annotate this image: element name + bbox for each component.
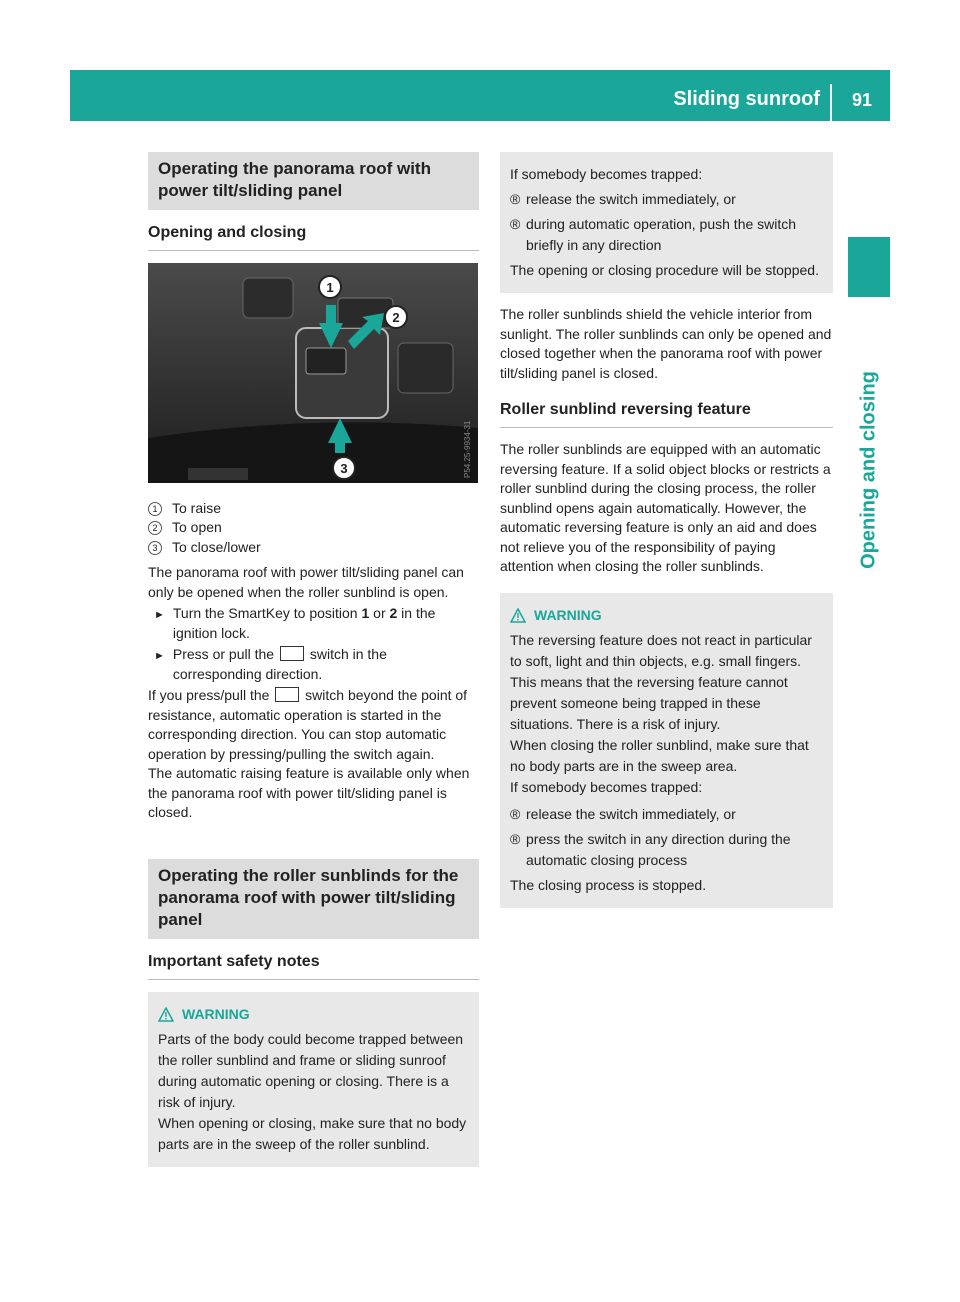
body-paragraph: The panorama roof with power tilt/sliding panel can only be opened when the roller sunblind is open.: [148, 564, 464, 600]
callout-text: To raise: [172, 499, 222, 516]
box-intro: If somebody becomes trapped:: [510, 166, 703, 182]
body-paragraph: The roller sunblinds are equipped with an automatic reversing feature. If a solid object blocks or restricts a roller sunblind during the closing process, the roller sunblind opens again automatically. However, the automatic reversing feature is only an aid and does not relieve you of the responsibility of paying attention when closing the roller sunblinds.: [500, 441, 831, 574]
section-title: Operating the roller sunblinds for the panorama roof with power tilt/sliding panel: [148, 859, 479, 939]
callout-number: 1: [148, 502, 162, 516]
callout-2-marker: 2: [392, 310, 400, 325]
subsection-title: Roller sunblind reversing feature: [500, 399, 833, 428]
warning-heading: [158, 1004, 469, 1025]
roof-switch-icon: [275, 687, 299, 702]
image-code: P54.25-9934-31: [463, 420, 472, 478]
callout-item: [148, 538, 479, 558]
instruction-step: ► Press or pull the switch in the corresponding direction.: [154, 645, 479, 684]
body-paragraph: If you press/pull the switch beyond the point of resistance, automatic operation is started in the corresponding direction. You can stop automatic operation by pressing/pulling the switch again.: [148, 687, 468, 762]
warning-label: WARNING: [182, 1005, 250, 1022]
callout-3-marker: 3: [340, 461, 348, 476]
warning-heading: [510, 605, 823, 626]
header-title: Sliding sunroof: [673, 88, 820, 110]
body-paragraph: The roller sunblinds shield the vehicle interior from sunlight. The roller sunblinds can only be opened and closed together when the panorama roof with power tilt/sliding panel is closed.: [500, 306, 832, 381]
callout-item: [148, 499, 479, 519]
bullet-marker: ®: [510, 805, 521, 822]
info-box: [500, 152, 833, 293]
callout-number: 2: [148, 521, 162, 535]
callout-1-marker: 1: [326, 280, 334, 295]
chapter-label: Opening and closing: [857, 371, 880, 569]
roof-switch-icon: [280, 646, 304, 661]
warning-box: [500, 593, 833, 908]
callout-text: To open: [172, 519, 222, 535]
box-outro: The opening or closing procedure will be stopped.: [510, 262, 819, 278]
warning-text: The reversing feature does not react in particular to soft, light and thin objects, e.g. small fingers. This means that the reversing feature cannot prevent someone being trapped in these situations. There is a risk of injury.: [510, 631, 812, 732]
instruction-step: ► Turn the SmartKey to position 1 or 2 in the ignition lock.: [154, 604, 479, 643]
warning-triangle-icon: [510, 608, 526, 623]
bullet-item: ® release the switch immediately, or: [510, 189, 823, 210]
bullet-item: ® release the switch immediately, or: [510, 804, 823, 825]
right-column: [500, 152, 833, 908]
page-header: [70, 70, 890, 121]
warning-text: When closing the roller sunblind, make sure that no body parts are in the sweep area.: [510, 736, 809, 774]
callout-item: [148, 518, 479, 538]
warning-text: When opening or closing, make sure that no body parts are in the sweep of the roller sunblind.: [158, 1114, 467, 1152]
warning-text: If somebody becomes trapped:: [510, 778, 703, 795]
callout-list: [148, 499, 479, 558]
chapter-tab: [848, 237, 890, 297]
subsection-title: Opening and closing: [148, 222, 479, 251]
bullet-marker: ®: [510, 191, 521, 207]
subsection-title: Important safety notes: [148, 951, 479, 980]
bullet-item: ® during automatic operation, push the switch briefly in any direction: [510, 214, 823, 256]
left-column: [148, 152, 479, 1167]
bullet-marker: ®: [510, 830, 521, 847]
warning-text: Parts of the body could become trapped between the roller sunblind and frame or sliding sunroof during automatic opening or closing. There is a risk of injury.: [158, 1030, 464, 1110]
bullet-item: ® press the switch in any direction during the automatic closing process: [510, 829, 823, 871]
warning-triangle-icon: [158, 1007, 174, 1022]
callout-number: 3: [148, 541, 162, 555]
roof-switch-photo: [148, 263, 478, 483]
warning-box: [148, 992, 479, 1167]
bullet-marker: ®: [510, 216, 521, 232]
step-arrow-icon: ►: [154, 609, 165, 621]
step-arrow-icon: ►: [154, 650, 165, 662]
warning-text: The closing process is stopped.: [510, 876, 707, 893]
page-number: 91: [851, 90, 872, 110]
warning-label: WARNING: [534, 606, 602, 623]
body-paragraph: The automatic raising feature is available only when the panorama roof with power tilt/sliding panel is closed.: [148, 765, 470, 820]
header-divider: [830, 84, 832, 122]
section-title: Operating the panorama roof with power tilt/sliding panel: [148, 152, 479, 210]
callout-text: To close/lower: [172, 538, 261, 555]
